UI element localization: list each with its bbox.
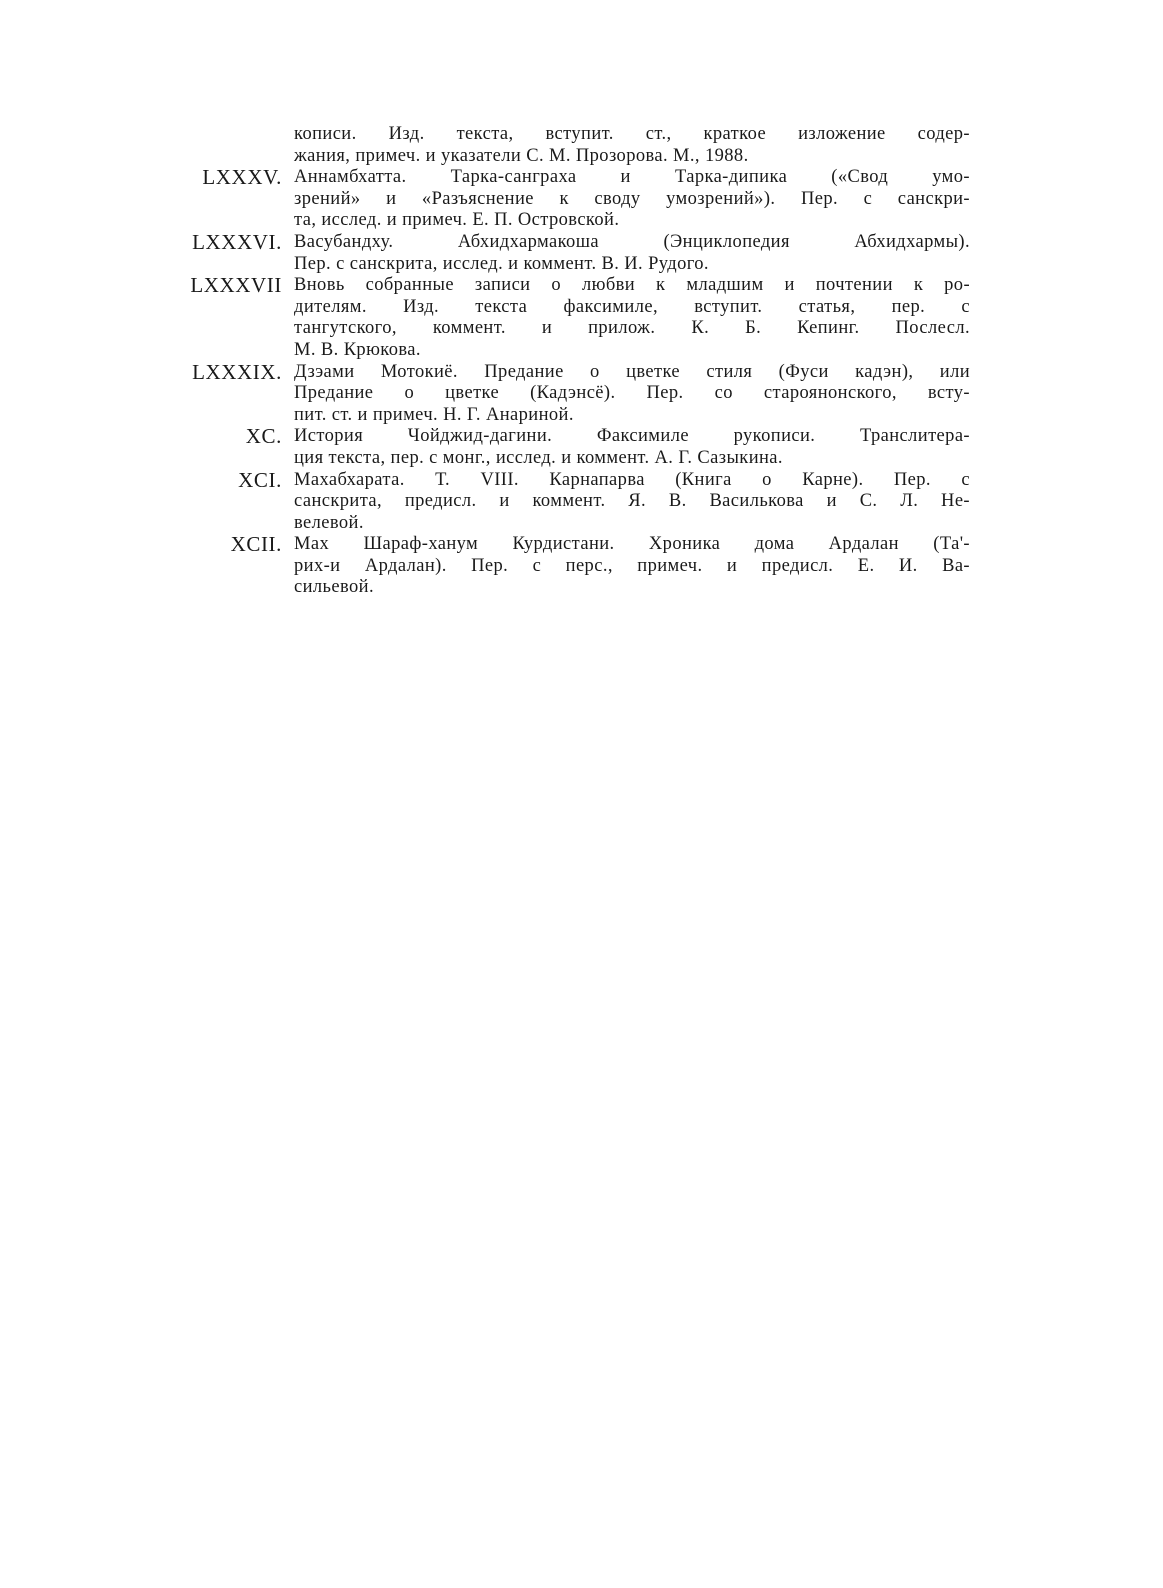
- text-line: М. В. Крюкова.: [294, 339, 421, 360]
- text-line: велевой.: [294, 512, 364, 533]
- entry-text: [294, 534, 970, 599]
- text-line: Дзэами Мотокиё. Предание о цветке стиля (Фуси кадэн), или: [294, 361, 970, 382]
- list-item: [190, 359, 970, 427]
- text-line: сильевой.: [294, 577, 374, 598]
- list-item: [190, 467, 970, 535]
- text-line: зрений» и «Разъяснение к своду умозрений»). Пер. с санскри-: [294, 188, 970, 209]
- series-list: [190, 124, 970, 599]
- text-line: Предание о цветке (Кадэнсё). Пер. со староянонского, всту-: [294, 383, 970, 404]
- entry-text: [294, 167, 970, 232]
- entry-numeral: LXXXIX.: [192, 359, 282, 384]
- entry-numeral: LXXXV.: [202, 165, 282, 190]
- list-item: [190, 426, 970, 469]
- entry-numeral: XCI.: [238, 467, 282, 492]
- list-item: [190, 167, 970, 232]
- text-line: рих-и Ардалан). Пер. с перс., примеч. и предисл. Е. И. Ва-: [294, 555, 970, 576]
- entry-numeral: XC.: [245, 424, 282, 449]
- text-line: Мах Шараф-ханум Курдистани. Хроника дома Ардалан (Та'-: [294, 534, 970, 555]
- entry-text: [294, 275, 970, 361]
- list-item: [190, 124, 970, 167]
- text-line: Пер. с санскрита, исслед. и коммент. В. И. Рудого.: [294, 253, 709, 274]
- text-line: Вновь собранные записи о любви к младшим и почтении к ро-: [294, 275, 970, 296]
- text-line: История Чойджид-дагини. Факсимиле рукописи. Транслитера-: [294, 426, 970, 447]
- entry-text: [294, 470, 970, 535]
- list-item: [190, 229, 970, 275]
- text-line: Махабхарата. Т. VIII. Карнапарва (Книга о Карне). Пер. с: [294, 469, 970, 490]
- entry-text: [294, 232, 970, 275]
- list-item: [190, 534, 970, 599]
- list-item: [190, 275, 970, 361]
- text-line: пит. ст. и примеч. Н. Г. Анариной.: [294, 404, 574, 425]
- text-line: санскрита, предисл. и коммент. Я. В. Василькова и С. Л. Не-: [294, 491, 970, 512]
- text-line: дителям. Изд. текста факсимиле, вступит. статья, пер. с: [294, 296, 970, 317]
- entry-numeral: XCII.: [230, 532, 282, 557]
- entry-numeral: LXXXVI.: [192, 229, 282, 254]
- text-line: тангутского, коммент. и прилож. К. Б. Кепинг. Послесл.: [294, 318, 970, 339]
- text-line: жания, примеч. и указатели С. М. Прозорова. М., 1988.: [294, 145, 749, 166]
- text-line: кописи. Изд. текста, вступит. ст., краткое изложение содер-: [294, 124, 970, 144]
- text-line: Васубандху. Абхидхармакоша (Энциклопедия Абхидхармы).: [294, 231, 970, 252]
- entry-text: [294, 426, 970, 469]
- text-line: Аннамбхатта. Тарка-санграха и Тарка-дипика («Свод умо-: [294, 167, 970, 188]
- entry-text: [294, 362, 970, 427]
- text-line: та, исслед. и примеч. Е. П. Островской.: [294, 210, 620, 231]
- text-line: ция текста, пер. с монг., исслед. и коммент. А. Г. Сазыкина.: [294, 447, 783, 468]
- entry-text: [294, 124, 970, 167]
- entry-numeral: LXXXVII: [190, 273, 282, 298]
